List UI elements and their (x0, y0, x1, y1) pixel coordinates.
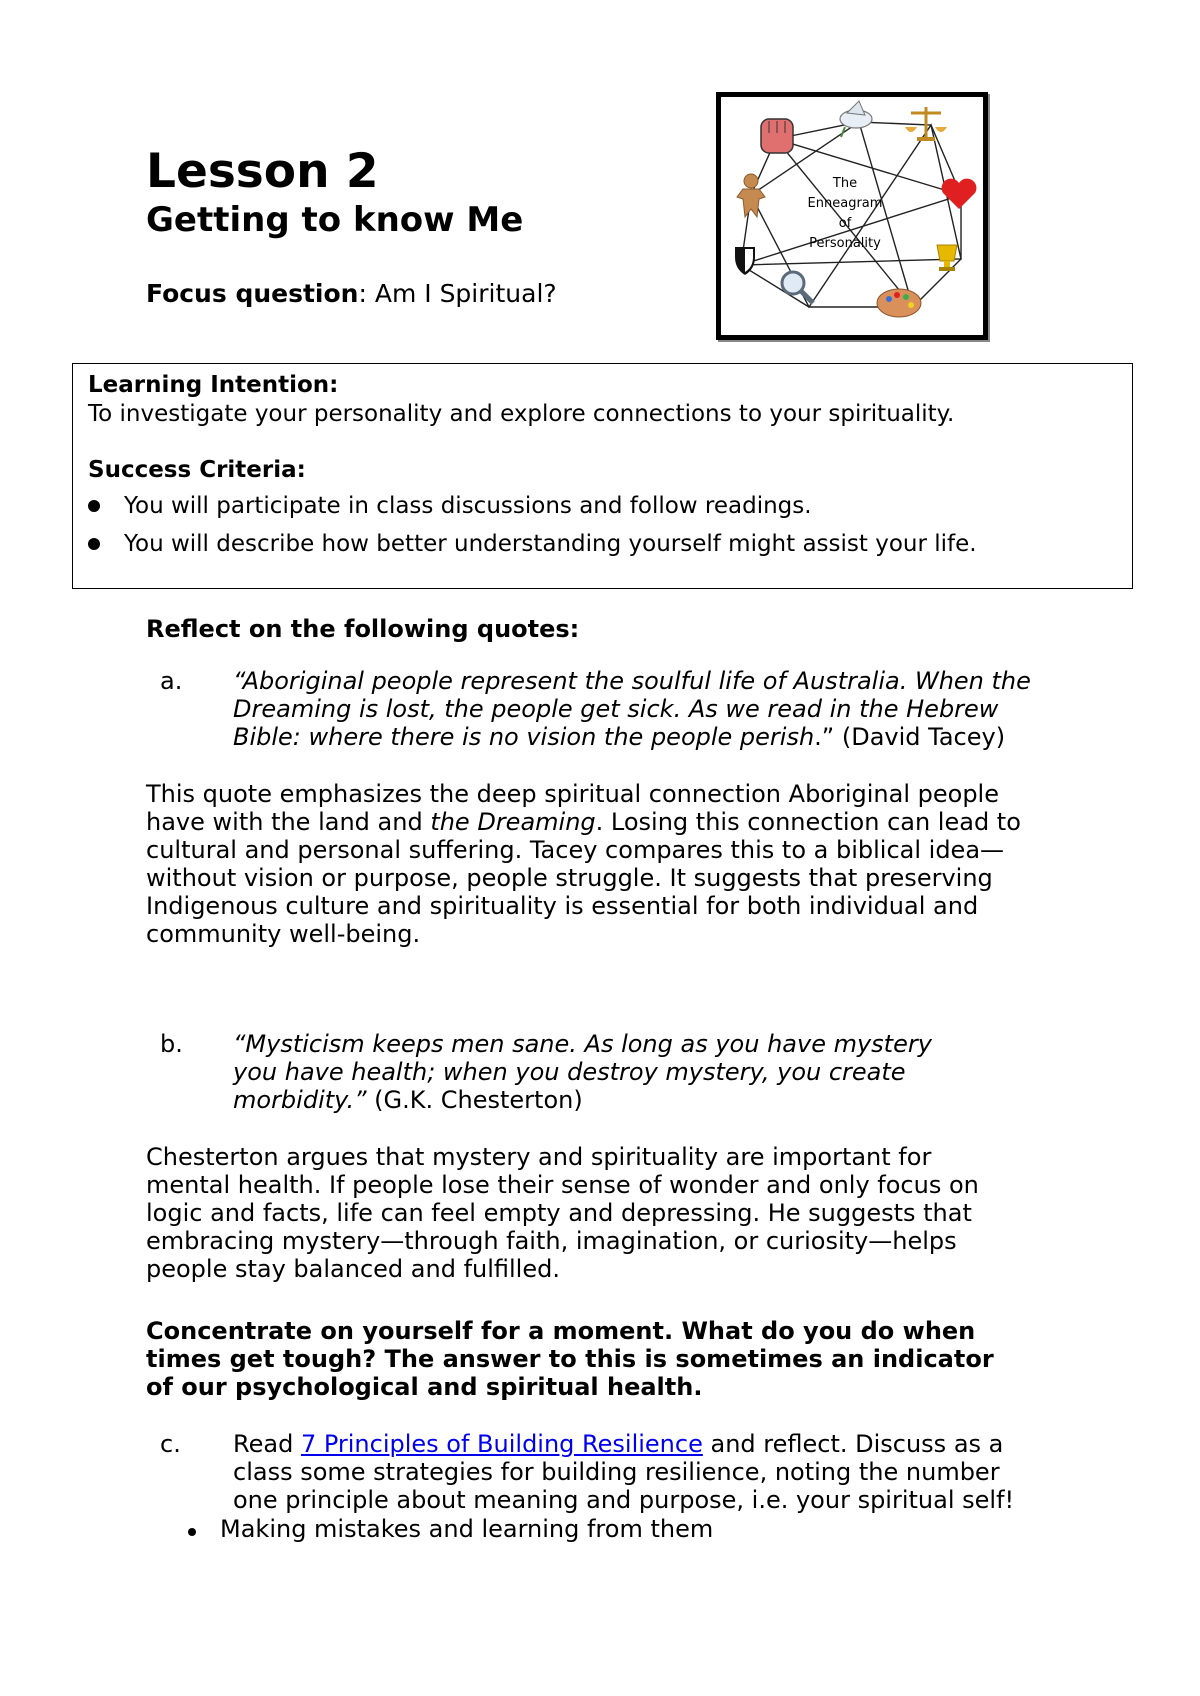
enneagram-text-3: of (838, 216, 852, 231)
success-criteria-label: Success Criteria: (88, 457, 306, 483)
item-c-label: c. (160, 1430, 181, 1458)
learning-intention-label: Learning Intention: (88, 372, 339, 398)
learning-intention-text: To investigate your personality and explore connections to your spirituality. (88, 401, 955, 427)
focus-question (146, 279, 557, 309)
lesson-subtitle: Getting to know Me (146, 200, 524, 240)
item-c-line: class some strategies for building resilience, noting the number (233, 1458, 1000, 1486)
para-a-line: have with the land and (146, 808, 431, 836)
item-c-post: and reflect. Discuss as a (702, 1430, 1004, 1458)
para-a-line: Indigenous culture and spirituality is essential for both individual and (146, 892, 979, 920)
enneagram-text-2: Enneagram (807, 196, 883, 211)
resilience-link[interactable]: 7 Principles of Building Resilience (300, 1430, 703, 1458)
concentrate-line: of our psychological and spiritual health. (146, 1373, 703, 1401)
para-b-line: logic and facts, life can feel empty and depressing. He suggests that (146, 1199, 972, 1227)
resilience-bullet-item: Making mistakes and learning from them (220, 1515, 714, 1543)
quote-a-end: .” (814, 723, 835, 751)
quote-b (233, 1030, 1083, 1114)
focus-separator: : (358, 279, 375, 308)
item-c (233, 1430, 1113, 1514)
trophy-icon (937, 245, 957, 271)
para-b-line: Chesterton argues that mystery and spirituality are important for (146, 1143, 932, 1171)
heart-icon (942, 179, 977, 209)
concentrate-line: Concentrate on yourself for a moment. What do you do when (146, 1317, 976, 1345)
fist-icon (761, 119, 793, 153)
enneagram-text-4: Personality (809, 236, 881, 251)
quote-b-line: morbidity.” (233, 1086, 367, 1114)
para-b-line: people stay balanced and fulfilled. (146, 1255, 560, 1283)
bullet-icon (88, 500, 100, 512)
para-a-line: community well-being. (146, 920, 421, 948)
para-a-line: cultural and personal suffering. Tacey compares this to a biblical idea— (146, 836, 1005, 864)
quote-a-label: a. (160, 667, 183, 695)
paragraph-a (146, 780, 1066, 948)
bullet-icon (188, 1528, 196, 1536)
palette-icon (877, 289, 921, 317)
magnifier-icon (782, 272, 813, 303)
para-a-italic: the Dreaming (430, 808, 596, 836)
quote-b-attribution: (G.K. Chesterton) (366, 1086, 583, 1114)
reflect-heading: Reflect on the following quotes: (146, 615, 580, 643)
quote-a-attribution: (David Tacey) (834, 723, 1006, 751)
focus-label: Focus question (146, 279, 359, 308)
quote-b-line: you have health; when you destroy mystery, you create (233, 1058, 906, 1086)
enneagram-image (716, 92, 988, 340)
enneagram-text-1: The (832, 176, 858, 191)
para-b-line: embracing mystery—through faith, imagination, or curiosity—helps (146, 1227, 957, 1255)
para-a-line: . Losing this connection can lead to (595, 808, 1021, 836)
success-criterion: You will describe how better understanding yourself might assist your life. (124, 531, 977, 557)
bullet-icon (88, 538, 100, 550)
focus-text: Am I Spiritual? (374, 279, 557, 308)
concentrate-line: times get tough? The answer to this is sometimes an indicator (146, 1345, 994, 1373)
para-a-line: This quote emphasizes the deep spiritual connection Aboriginal people (146, 780, 999, 808)
quote-a-line: Dreaming is lost, the people get sick. As we read in the Hebrew (233, 695, 999, 723)
quote-a-line: “Aboriginal people represent the soulful life of Australia. When the (233, 667, 1031, 695)
quote-a-line: Bible: where there is no vision the people perish (233, 723, 815, 751)
quote-b-label: b. (160, 1030, 183, 1058)
success-criterion: You will participate in class discussions and follow readings. (124, 493, 812, 519)
shield-icon (735, 247, 755, 275)
paragraph-b (146, 1143, 1066, 1283)
concentrate-prompt (146, 1317, 1066, 1401)
item-c-pre: Read (233, 1430, 301, 1458)
lesson-title: Lesson 2 (146, 144, 379, 199)
quote-a (233, 667, 1083, 751)
item-c-line: one principle about meaning and purpose, i.e. your spiritual self! (233, 1486, 1015, 1514)
para-a-line: without vision or purpose, people struggle. It suggests that preserving (146, 864, 993, 892)
para-b-line: mental health. If people lose their sense of wonder and only focus on (146, 1171, 979, 1199)
quote-b-line: “Mysticism keeps men sane. As long as you have mystery (233, 1030, 932, 1058)
gingerbread-icon (737, 174, 765, 217)
